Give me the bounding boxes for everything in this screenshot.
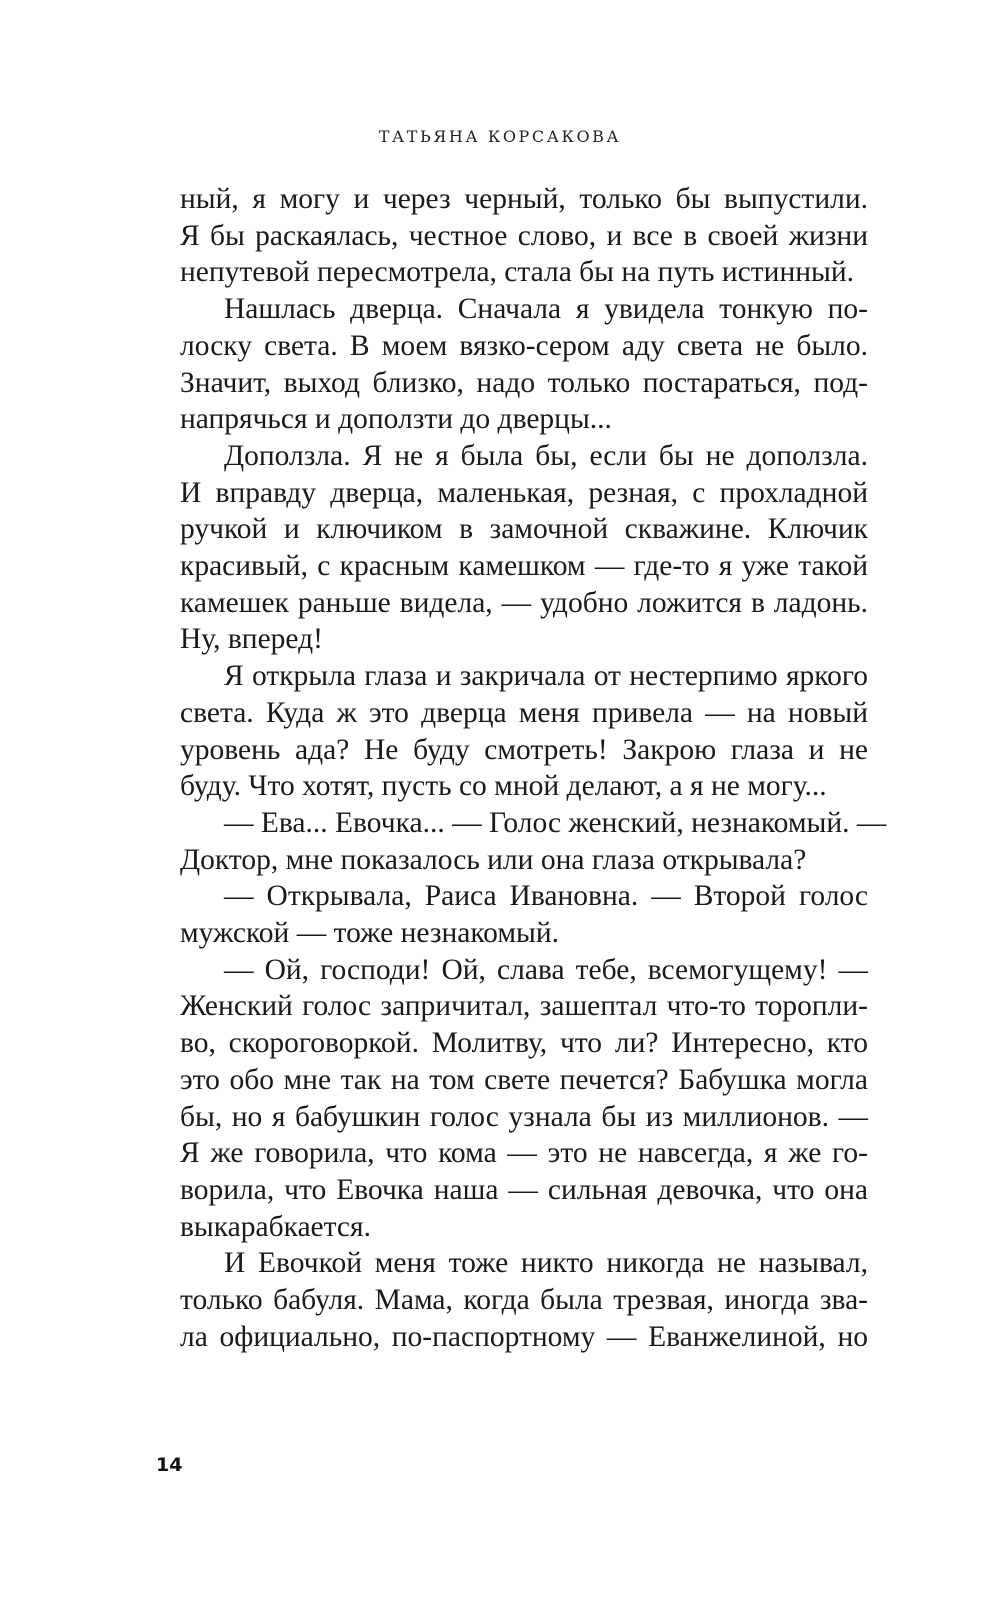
text-line: напрячься и доползти до дверцы... [180, 403, 612, 436]
text-line: Ну, вперед! [180, 623, 323, 656]
paragraph [180, 1245, 868, 1355]
text-line: Женский голос запричитал, зашептал что-то торопли- [180, 990, 868, 1023]
paragraph [180, 291, 868, 438]
text-line: ла официально, по-паспортному — Еванжелиной, но [180, 1320, 868, 1353]
paragraph [180, 658, 868, 805]
text-line: ный, я могу и через черный, только бы выпустили. [180, 183, 868, 215]
paragraph [180, 805, 887, 878]
page-number: 14 [156, 1454, 183, 1476]
text-line: бы, но я бабушкин голос узнала бы из миллионов. — [180, 1100, 868, 1133]
text-line: Нашлась дверца. Сначала я увидела тонкую по- [224, 293, 868, 326]
text-line: выкарабкается. [180, 1210, 371, 1243]
text-line: камешек раньше видела, — удобно ложится в ладонь. [180, 586, 868, 619]
paragraph [180, 878, 868, 951]
text-line: уровень ада? Не буду смотреть! Закрою глаза и не [180, 733, 868, 766]
paragraph [180, 952, 868, 1246]
text-line: ворила, что Евочка наша — сильная девочка, что она [180, 1173, 868, 1206]
running-head-author: ТАТЬЯНА КОРСАКОВА [378, 127, 622, 146]
paragraph [180, 181, 868, 291]
text-line: — Ева... Евочка... — Голос женский, незнакомый. — [224, 806, 887, 839]
text-line: непутевой пересмотрела, стала бы на путь истинный. [180, 256, 855, 289]
text-line: Я же говорила, что кома — это не навсегда, я же го- [180, 1137, 868, 1170]
text-line: красивый, с красным камешком — где-то я уже такой [180, 550, 868, 583]
text-line: во, скороговоркой. Молитву, что ли? Интересно, кто [180, 1027, 868, 1060]
body-text [180, 181, 887, 1356]
text-line: Значит, выход близко, надо только постараться, под- [180, 366, 868, 399]
text-line: ручкой и ключиком в замочной скважине. Ключик [180, 513, 868, 546]
text-line: света. Куда ж это дверца меня привела — на новый [180, 696, 868, 729]
text-line: И Евочкой меня тоже никто никогда не называл, [224, 1247, 868, 1280]
text-line: это обо мне так на том свете печется? Бабушка могла [180, 1063, 868, 1096]
text-line: — Ой, господи! Ой, слава тебе, всемогущему! — [224, 953, 868, 986]
text-line: И вправду дверца, маленькая, резная, с прохладной [180, 476, 868, 509]
text-line: Я открыла глаза и закричала от нестерпимо яркого [224, 660, 868, 693]
text-line: буду. Что хотят, пусть со мной делают, а я не могу... [180, 770, 827, 803]
text-line: Я бы раскаялась, честное слово, и все в своей жизни [180, 219, 868, 252]
text-line: Доктор, мне показалось или она глаза открывала? [180, 843, 807, 876]
text-line: только бабуля. Мама, когда была трезвая, иногда зва- [180, 1284, 868, 1317]
paragraph [180, 438, 868, 658]
text-line: Доползла. Я не я была бы, если бы не доползла. [224, 439, 868, 472]
text-line: — Открывала, Раиса Ивановна. — Второй голос [224, 880, 868, 913]
text-line: мужской — тоже незнакомый. [180, 917, 560, 950]
text-line: лоску света. В моем вязко-сером аду света не было. [180, 329, 868, 362]
